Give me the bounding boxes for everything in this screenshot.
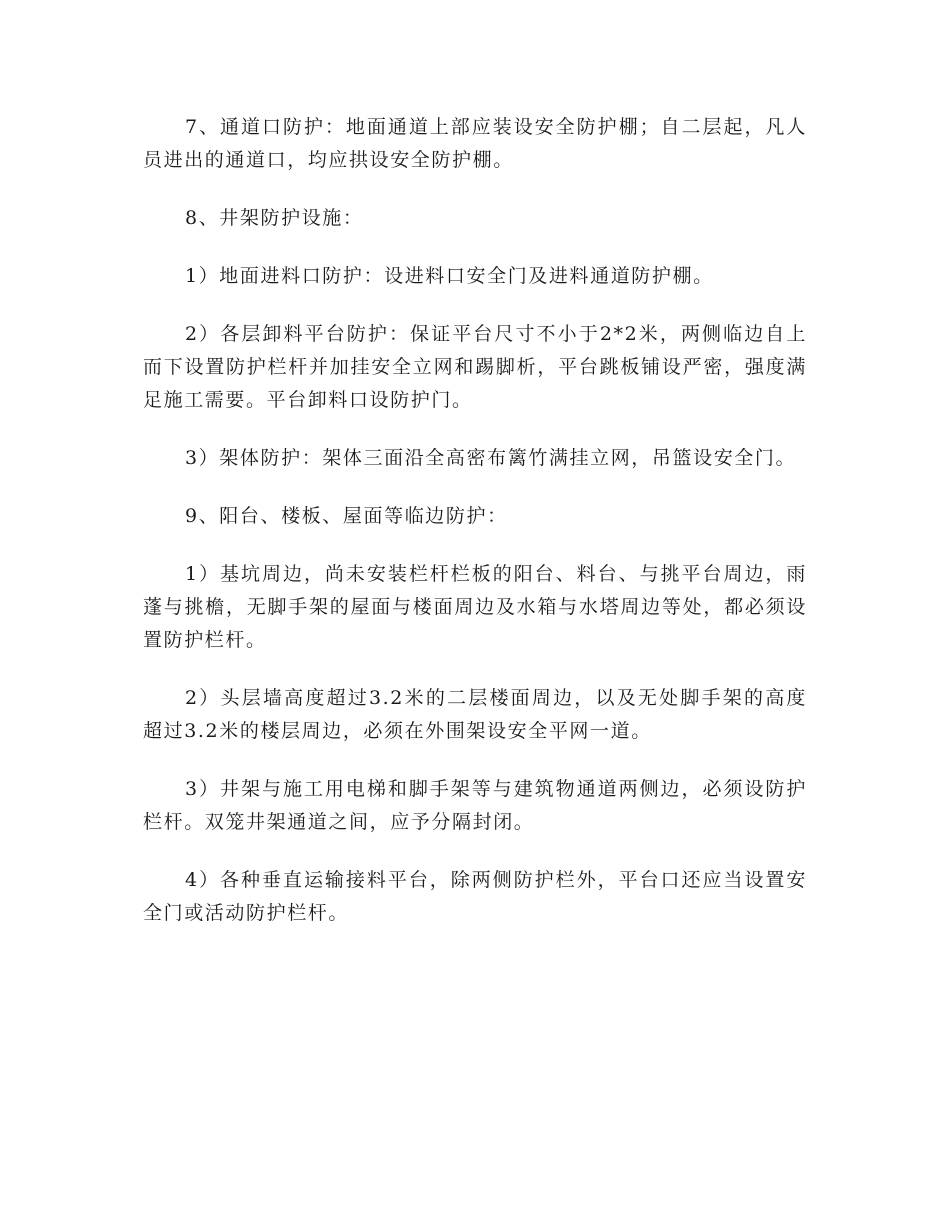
paragraph-item-7: 7、通道口防护：地面通道上部应装设安全防护棚；自二层起，凡人员进出的通道口，均应拱设安全防护棚。 bbox=[143, 116, 807, 171]
paragraph-item-9-heading: 9、阳台、楼板、屋面等临边防护： bbox=[185, 505, 508, 527]
paragraph-item-8-heading: 8、井架防护设施： bbox=[185, 207, 364, 229]
paragraph-item-9-1: 1）基坑周边，尚未安装栏杆栏板的阳台、料台、与挑平台周边，雨蓬与挑檐，无脚手架的屋面与楼面周边及水箱与水塔周边等处，都必须设置防护栏杆。 bbox=[143, 563, 807, 651]
paragraph-item-9-3: 3）井架与施工用电梯和脚手架等与建筑物通道两侧边，必须设防护栏杆。双笼井架通道之间，应予分隔封闭。 bbox=[143, 778, 807, 833]
paragraph-item-8-3: 3）架体防护：架体三面沿全高密布篱竹满挂立网，吊篮设安全门。 bbox=[185, 447, 797, 469]
paragraph-item-9-4: 4）各种垂直运输接料平台，除两侧防护栏外，平台口还应当设置安全门或活动防护栏杆。 bbox=[143, 869, 807, 924]
paragraph-item-8-2: 2）各层卸料平台防护：保证平台尺寸不小于2*2米，两侧临边自上而下设置防护栏杆并加挂安全立网和踢脚析，平台跳板铺设严密，强度满足施工需要。平台卸料口设防护门。 bbox=[143, 323, 807, 411]
document-body bbox=[143, 111, 807, 955]
paragraph-item-9-2: 2）头层墙高度超过3.2米的二层楼面周边，以及无处脚手架的高度超过3.2米的楼层周边，必须在外围架设安全平网一道。 bbox=[143, 687, 807, 742]
paragraph-item-8-1: 1）地面进料口防护：设进料口安全门及进料通道防护棚。 bbox=[185, 265, 714, 287]
